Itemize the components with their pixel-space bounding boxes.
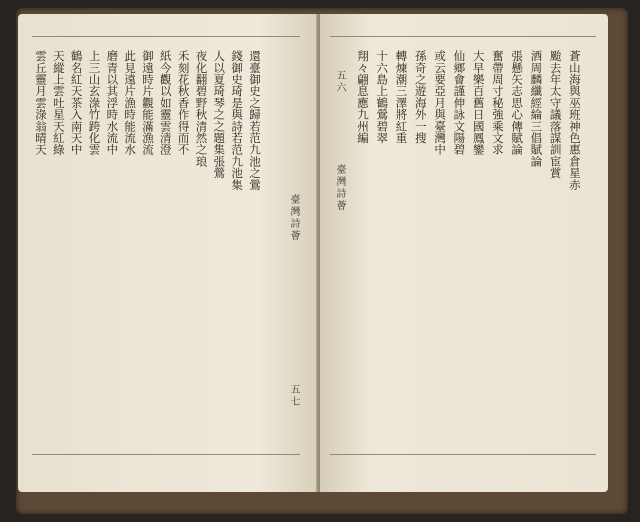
left-page [18, 14, 318, 492]
text-column: 奮帶周寸秘強乘文求 [490, 50, 505, 156]
left-top-rule [32, 36, 300, 37]
text-column: 上三山玄淥竹跨化雲 [87, 50, 102, 156]
text-column: 酒周麟纖經綸三倡賦論 [529, 50, 544, 167]
left-page-folio: 五七 [288, 384, 299, 408]
text-column: 仙鄉會謹伸詠文陽碧 [452, 50, 467, 156]
text-column: 還臺御史之歸若范九池之鶯 [247, 50, 262, 191]
left-text-columns [34, 50, 262, 448]
right-top-rule [330, 36, 596, 37]
text-column: 紙今觀以如靈雲清澄 [158, 50, 173, 156]
text-column: 大早樂百舊日國鳳鑾 [471, 50, 486, 156]
text-column: 翔々翩息應九州編 [356, 50, 370, 144]
right-page-header: 臺灣詩薈 [334, 164, 345, 212]
left-bottom-rule [32, 454, 300, 455]
text-column: 轉煉潮三澤將紅重 [394, 50, 409, 144]
text-column: 天縱上雲吐星天紅綠 [51, 50, 66, 156]
text-column: 御遠時片觀能滿漁流 [140, 50, 155, 156]
text-column: 磨青以其浮時水流中 [105, 50, 120, 156]
text-column: 雲丘靈月雲淥翁晴天 [34, 50, 48, 156]
right-text-columns [356, 50, 582, 448]
text-column: 十六島上鶴鶯碧翠 [375, 50, 390, 144]
text-column: 錢御史琦是與詩若范九池集 [230, 50, 245, 191]
text-column: 孫奇之遊海外一搜 [413, 50, 428, 144]
text-column: 禾刻花秋香作得而不 [176, 50, 191, 156]
text-column: 蒼山海與巫班神色惠倉星赤 [567, 50, 582, 191]
text-column: 人以夏琦琴之之題集張鶯 [212, 50, 227, 179]
right-page-folio: 五六 [334, 70, 345, 94]
text-column: 張懸矢志思心傳賦論 [510, 50, 525, 156]
text-column: 或云要亞月與臺灣中 [433, 50, 448, 156]
text-column: 夜化翻碧野秋清然之琅 [194, 50, 209, 167]
text-column: 此見遠片漁時能流水 [123, 50, 138, 156]
right-page [320, 14, 608, 492]
right-bottom-rule [330, 454, 596, 455]
text-column: 颱去年太守議落謀訓宦賞 [548, 50, 563, 179]
text-column: 鶴名紅天茶入南天中 [69, 50, 84, 156]
left-page-header: 臺灣詩薈 [288, 194, 299, 242]
